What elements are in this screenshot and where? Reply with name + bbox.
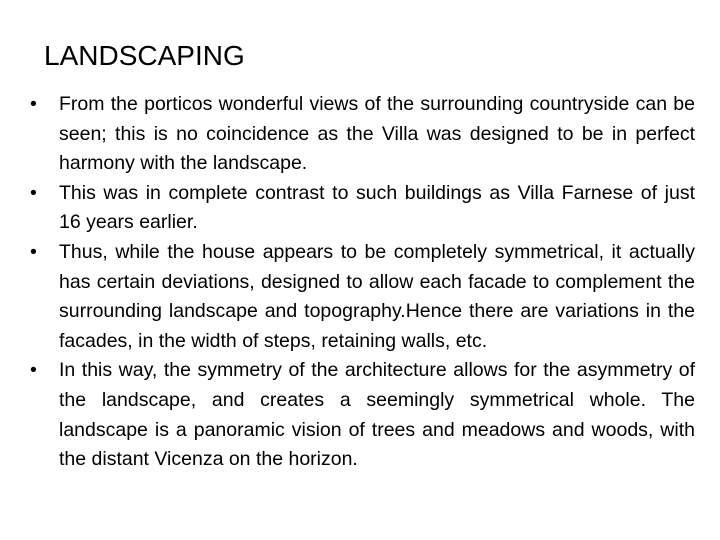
bullet-dot-icon: • (30, 181, 37, 204)
bullet-text: This was in complete contrast to such buildings as Villa Farnese of just 16 years earlier. (59, 181, 695, 234)
bullet-dot-icon: • (30, 240, 37, 263)
bullet-item (30, 90, 695, 179)
bullet-text: From the porticos wonderful views of the surrounding countryside can be seen; this is no coincidence as the Villa was designed to be in perfect harmony with the landscape. (59, 93, 695, 175)
slide-title: LANDSCAPING (44, 40, 245, 71)
bullet-text: In this way, the symmetry of the architecture allows for the asymmetry of the landscape, and creates a seemingly symmetrical whole. The landscape is a panoramic vision of trees and meadows and woods, with the distant Vicenza on the horizon. (59, 359, 695, 471)
bullet-dot-icon: • (30, 359, 37, 382)
bullet-list (30, 90, 695, 475)
bullet-item (30, 356, 695, 474)
bullet-dot-icon: • (30, 93, 37, 115)
bullet-item (30, 238, 695, 356)
bullet-item (30, 179, 695, 238)
bullet-text: Thus, while the house appears to be completely symmetrical, it actually has certain deviations, designed to allow each facade to complement the surrounding landscape and topography.Hence there are variations in the facades, in the width of steps, retaining walls, etc. (59, 240, 695, 352)
